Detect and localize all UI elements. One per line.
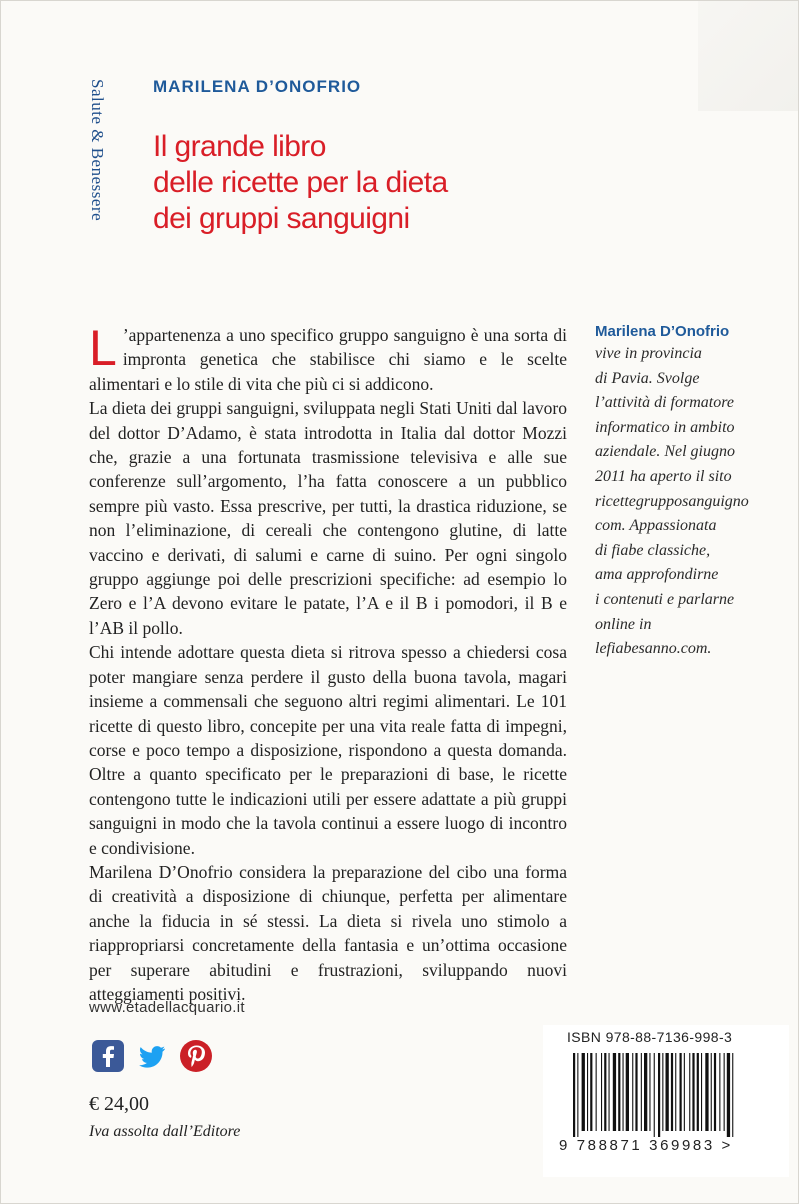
bio-line: di fiabe classiche, [595, 541, 711, 559]
title-line: dei gruppi sanguigni [153, 202, 410, 235]
twitter-icon[interactable] [135, 1039, 169, 1073]
bio-line: di Pavia. Svolge [595, 369, 700, 387]
bio-line: com. Appassionata [595, 517, 717, 535]
bio-line: aziendale. Nel giugno [595, 443, 735, 461]
barcode-digits: 9 788871 369983 > [559, 1137, 733, 1154]
blurb-paragraph-text: ’appartenenza a uno specifico gruppo sanguigno è una sorta di impronta genetica che stabilisce chi siamo e le scelte alimentari e lo stile di vita che più ci si addicono. [89, 325, 567, 394]
barcode-bar [587, 1053, 588, 1131]
barcode-bar [705, 1053, 708, 1131]
author-bio [595, 323, 785, 662]
cover-wear-mark [698, 1, 798, 111]
barcode-bar [609, 1053, 610, 1131]
barcode-bar [654, 1053, 655, 1137]
barcode-bar [692, 1053, 694, 1131]
barcode-bar [689, 1053, 690, 1131]
barcode-bar [596, 1053, 597, 1131]
bio-line: 2011 ha aperto il sito [595, 467, 732, 485]
price: € 24,00 [89, 1093, 149, 1115]
barcode-bar [626, 1053, 629, 1131]
bio-line: ama approfondirne [595, 566, 719, 584]
bio-line: online in [595, 615, 652, 633]
bio-line: lefiabesanno.com. [595, 640, 712, 658]
barcode-bar [727, 1053, 730, 1137]
barcode-bar [641, 1053, 642, 1131]
facebook-icon[interactable] [91, 1039, 125, 1073]
barcode-bar [577, 1053, 578, 1137]
barcode-bar [590, 1053, 592, 1131]
barcode-bar [666, 1053, 669, 1131]
bio-line: vive in provincia [595, 345, 702, 362]
pinterest-icon[interactable] [179, 1039, 213, 1073]
barcode-bar [697, 1053, 699, 1131]
publisher-website[interactable]: www.etadellacquario.it [89, 999, 245, 1016]
barcode-bar [604, 1053, 606, 1131]
isbn-number: ISBN 978-88-7136-998-3 [567, 1029, 733, 1045]
series-label: Salute & Benessere [88, 79, 107, 222]
blurb-text [89, 320, 567, 1006]
barcode-bar [601, 1053, 602, 1131]
bio-line: l’attività di formatore [595, 394, 734, 412]
blurb-paragraph [89, 320, 567, 396]
barcode-bar [732, 1053, 733, 1137]
barcode-bar [724, 1053, 725, 1131]
bio-line: i contenuti e parlarne [595, 590, 735, 608]
barcode-bar [658, 1053, 660, 1137]
blurb-paragraph: La dieta dei gruppi sanguigni, sviluppata negli Stati Uniti dal lavoro del dottor D’Adamo, è stata introdotta in Italia dal dottor Mozzi che, grazie a una fortunata trasmissione televisiva e alle sue conferenze sull’argomento, l’ha fatta conoscere a un pubblico sempre più vasto. Essa prescrive, per tutti, la drastica riduzione, se non l’eliminazione, di cereali che contengono glutine, di latte vaccino e derivati, di salumi e carne di suino. Per ogni singolo gruppo aggiunge poi delle prescrizioni specifiche: ad esempio lo Zero e l’A devono evitare le patate, l’A e il B i pomodori, il B e l’AB il pollo. [89, 398, 567, 638]
barcode-bar [671, 1053, 673, 1131]
social-icons [91, 1039, 213, 1073]
barcode-bar [613, 1053, 616, 1131]
barcode-bar [582, 1053, 585, 1131]
barcode-bar [680, 1053, 682, 1131]
barcode-bar [684, 1053, 685, 1131]
barcode-bar [711, 1053, 712, 1131]
barcode-bar [675, 1053, 676, 1131]
barcode-bar [662, 1053, 663, 1131]
bio-line: informatico in ambito [595, 418, 735, 436]
barcode-bar [714, 1053, 716, 1131]
isbn-block [543, 1025, 789, 1177]
vat-note: Iva assolta dall’Editore [89, 1123, 241, 1140]
book-title [153, 129, 573, 237]
barcode-bar [644, 1053, 647, 1131]
barcode-bar [701, 1053, 702, 1131]
blurb-paragraph: Marilena D’Onofrio considera la preparazione del cibo una forma di creatività a disposizione di chiunque, perfetta per alimentare anche la fiducia in sé stessi. La dieta si rivela uno stimolo a riappropriarsi concretamente della fantasia e un’ottima occasione per superare abitudini e frustrazioni, sviluppando nuovi atteggiamenti positivi. [89, 861, 567, 1004]
barcode-bar [635, 1053, 637, 1131]
title-line: Il grande libro [153, 130, 326, 163]
barcode-bar [573, 1053, 575, 1137]
blurb-paragraph: Chi intende adottare questa dieta si ritrova spesso a chiedersi cosa poter mangiare senza perdere il gusto della buona tavola, magari insieme a commensali che seguono altri regimi alimentari. Le 101 ricette di questo libro, concepite per una vita reale fatta di impegni, corse e poco tempo a disposizione, rispondono a questa domanda. Oltre a quanto specificato per le preparazioni di base, le ricette contengono tutte le indicazioni utili per essere adattate a più gruppi sanguigni in modo che la tavola continui a essere luogo di incontro e condivisione. [89, 642, 567, 858]
bio-line: ricettegrupposanguigno [595, 492, 749, 510]
bio-author-name: Marilena D’Onofrio [595, 323, 730, 340]
author-name: MARILENA D’ONOFRIO [153, 77, 362, 96]
barcode-bar [618, 1053, 620, 1131]
title-line: delle ricette per la dieta [153, 166, 448, 199]
barcode-bar [632, 1053, 633, 1131]
barcode-bar [719, 1053, 720, 1131]
barcode-bar [649, 1053, 650, 1131]
barcode-bar [623, 1053, 624, 1131]
drop-cap: L [89, 320, 117, 376]
barcode [573, 1053, 773, 1137]
